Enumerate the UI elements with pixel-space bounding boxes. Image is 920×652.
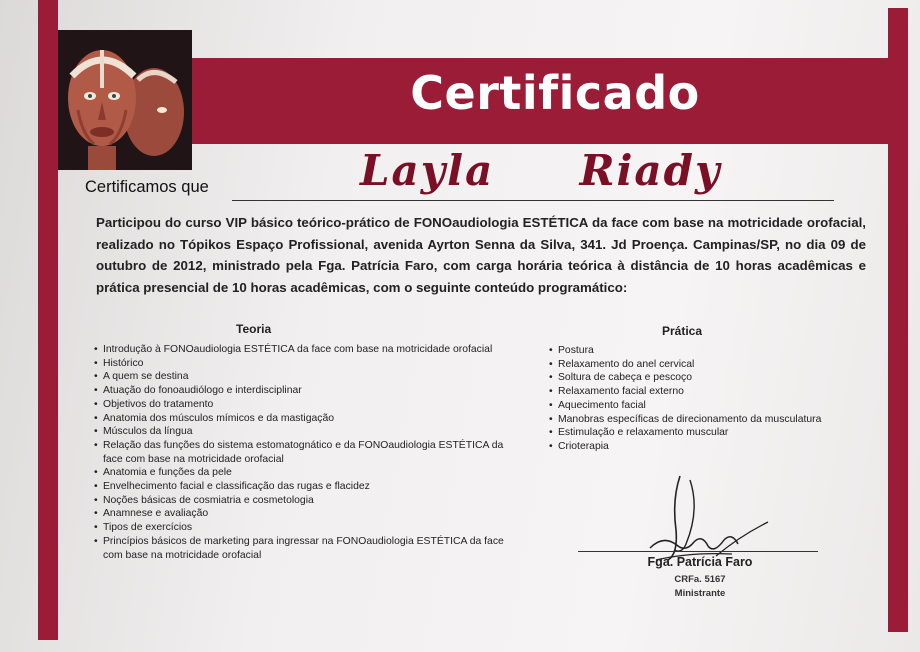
- list-item: • Tipos de exercícios: [94, 521, 512, 535]
- list-item: • Anatomia dos músculos mímicos e da mastigação: [94, 412, 512, 426]
- theory-title: Teoria: [236, 322, 272, 336]
- list-item: • Envelhecimento facial e classificação das rugas e flacidez: [94, 480, 512, 494]
- theory-list: [94, 343, 512, 562]
- facial-muscle-anatomy-image: [58, 30, 192, 170]
- certificate-title: Certificado: [410, 66, 700, 120]
- list-item: • Objetivos do tratamento: [94, 398, 512, 412]
- list-item: • A quem se destina: [94, 370, 512, 384]
- list-item: • Introdução à FONOaudiologia ESTÉTICA da face com base na motricidade orofacial: [94, 343, 512, 357]
- list-item: • Aquecimento facial: [549, 399, 869, 413]
- list-item: • Relação das funções do sistema estomatognático e da FONOaudiologia ESTÉTICA da face com base na motricidade orofacial: [94, 439, 512, 466]
- course-description: Participou do curso VIP básico teórico-prático de FONOaudiologia ESTÉTICA da face com base na motricidade orofacial, realizado no Tópikos Espaço Profissional, avenida Ayrton Senna da Silva, 341. Jd Proença. Campinas/SP, no dia 09 de outubro de 2012, ministrado pela Fga. Patrícia Faro, com carga horária teórica à distância de 10 horas acadêmicas e prática presencial de 10 horas acadêmicas, com o seguinte conteúdo programático:: [96, 215, 866, 295]
- list-item: • Músculos da língua: [94, 425, 512, 439]
- list-item: • Relaxamento facial externo: [549, 385, 869, 399]
- list-item: • Anatomia e funções da pele: [94, 466, 512, 480]
- name-underline: [232, 200, 834, 201]
- list-item: • Crioterapia: [549, 440, 869, 454]
- list-item: • Noções básicas de cosmiatria e cosmetologia: [94, 494, 512, 508]
- list-item: • Anamnese e avaliação: [94, 507, 512, 521]
- list-item: • Manobras específicas de direcionamento da musculatura: [549, 413, 869, 427]
- list-item: • Atuação do fonoaudiólogo e interdisciplinar: [94, 384, 512, 398]
- signer-role: Ministrante: [674, 588, 726, 599]
- list-item: • Postura: [549, 344, 869, 358]
- signer-registration: CRFa. 5167: [674, 574, 726, 585]
- list-item: • Estimulação e relaxamento muscular: [549, 426, 869, 440]
- list-item: • Princípios básicos de marketing para ingressar na FONOaudiologia ESTÉTICA da face com base na motricidade orofacial: [94, 535, 512, 562]
- list-item: • Histórico: [94, 357, 512, 371]
- list-item: • Relaxamento do anel cervical: [549, 358, 869, 372]
- recipient-name: Layla Riady: [360, 146, 722, 195]
- left-border-bar: [38, 0, 58, 640]
- signature-line: [578, 551, 818, 552]
- list-item: • Soltura de cabeça e pescoço: [549, 371, 869, 385]
- signer-name: Fga. Patrícia Faro: [647, 555, 753, 569]
- certify-label: Certificamos que: [85, 178, 209, 196]
- practice-title: Prática: [662, 324, 703, 338]
- practice-list: [549, 344, 869, 454]
